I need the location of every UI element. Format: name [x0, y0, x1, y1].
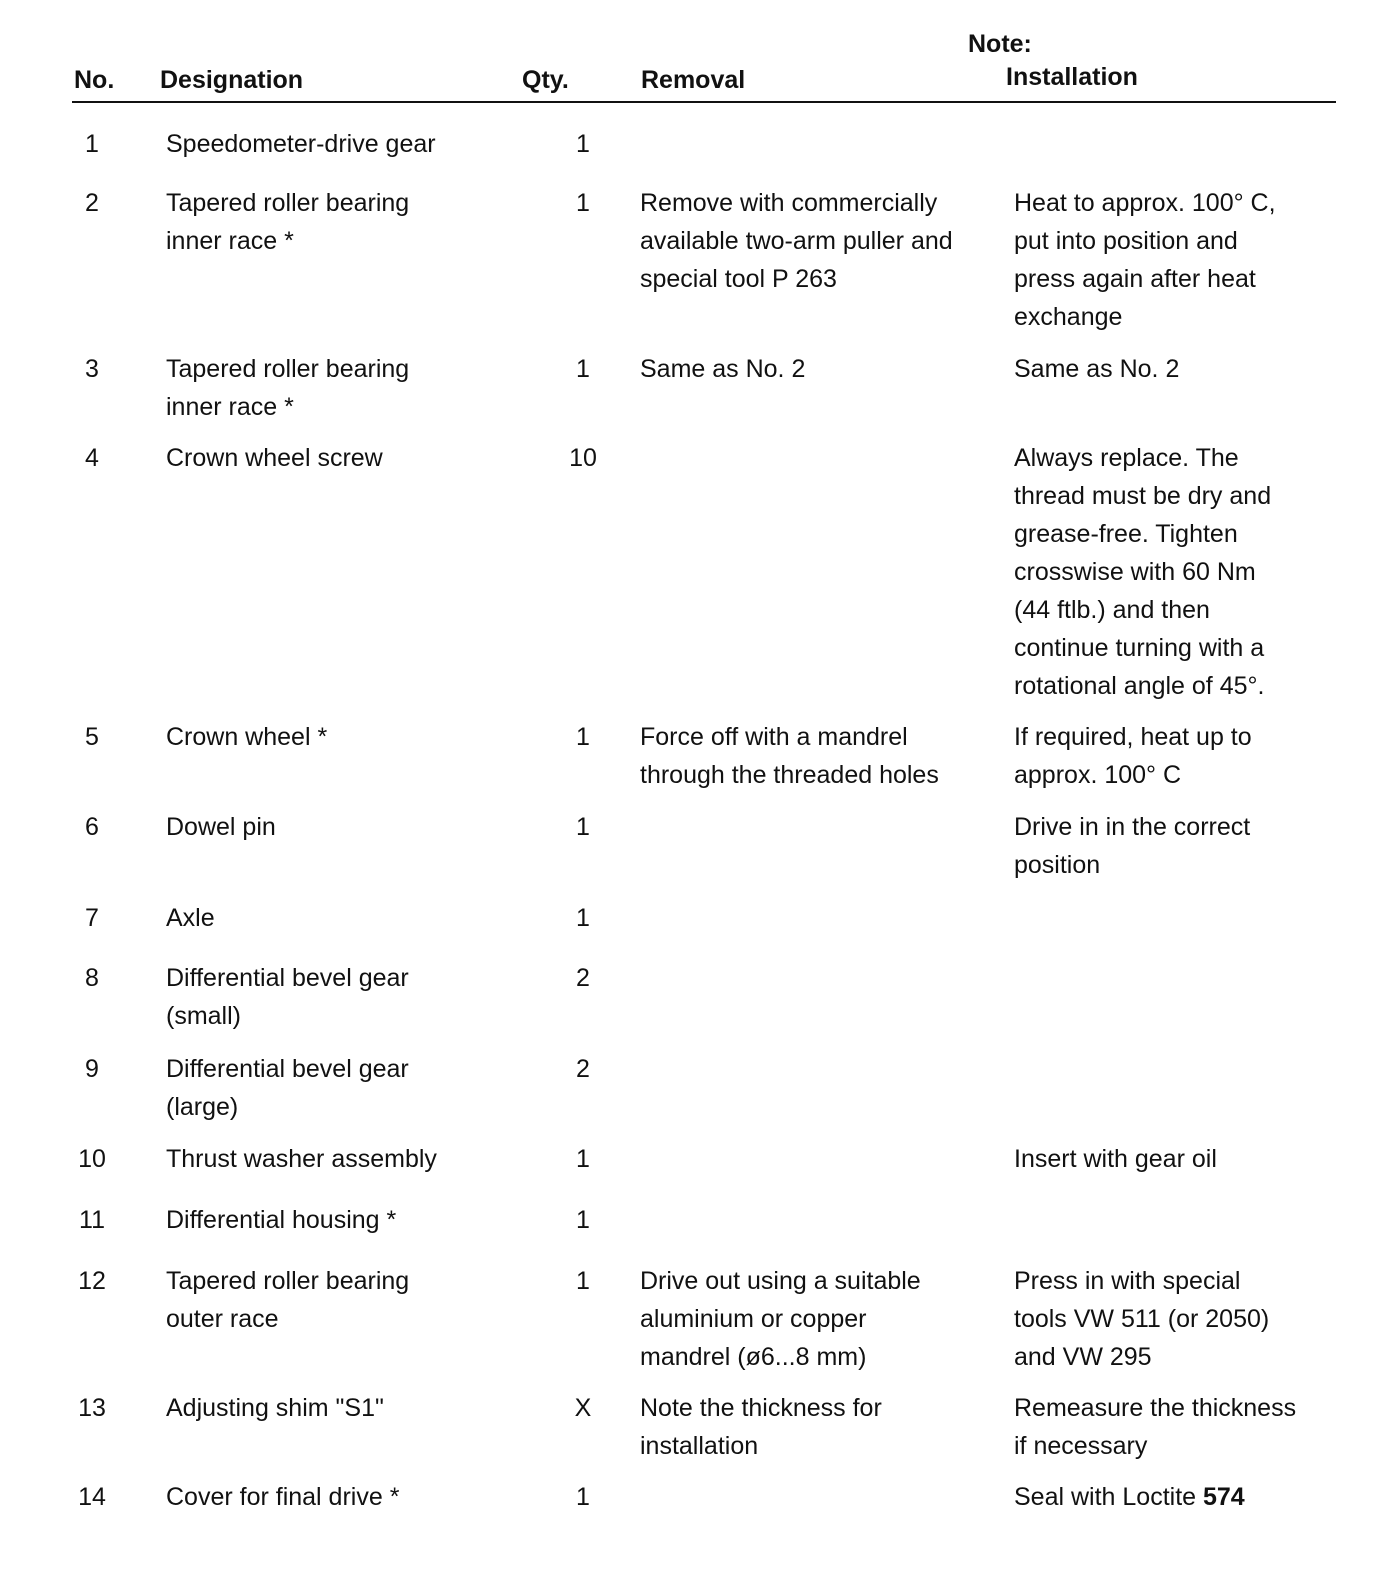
row-quantity: 1: [576, 355, 590, 383]
row-quantity: 1: [576, 904, 590, 932]
header-designation: Designation: [160, 66, 304, 94]
row-designation: Speedometer-drive gear: [166, 130, 436, 158]
row-number: 14: [78, 1483, 106, 1511]
row-number: 4: [85, 444, 99, 472]
row-installation: Press in with special tools VW 511 (or 2050) and VW 295: [1014, 1267, 1270, 1371]
row-quantity: 1: [576, 1483, 590, 1511]
row-installation: If required, heat up to approx. 100° C: [1014, 723, 1252, 789]
header-qty: Qty.: [522, 66, 569, 94]
row-installation: Drive in in the correct position: [1014, 813, 1251, 879]
row-designation: Tapered roller bearing outer race: [166, 1267, 410, 1333]
row-designation: Axle: [166, 904, 215, 932]
row-quantity: 10: [569, 444, 597, 472]
header-rule: [72, 101, 1336, 103]
row-quantity: 2: [576, 1055, 590, 1083]
row-installation: Remeasure the thickness if necessary: [1014, 1394, 1297, 1460]
row-number: 7: [85, 904, 99, 932]
row-quantity: 1: [576, 1206, 590, 1234]
row-removal: Remove with commercially available two-arm puller and special tool P 263: [640, 189, 953, 293]
row-number: 8: [85, 964, 99, 992]
table-header: [0, 0, 1376, 110]
row-installation: Heat to approx. 100° C, put into position and press again after heat exchange: [1014, 189, 1276, 331]
row-designation: Differential bevel gear (large): [166, 1055, 409, 1121]
header-no: No.: [74, 66, 115, 94]
header-note: Note:: [968, 30, 1032, 58]
row-installation: [1014, 1478, 1350, 1516]
row-designation: Tapered roller bearing inner race *: [166, 355, 410, 421]
row-designation: Crown wheel *: [166, 723, 328, 751]
row-designation: Dowel pin: [166, 813, 276, 841]
row-number: 3: [85, 355, 99, 383]
row-number: 5: [85, 723, 99, 751]
row-removal: Same as No. 2: [640, 355, 806, 383]
row-number: 2: [85, 189, 99, 217]
row-number: 13: [78, 1394, 106, 1422]
row-installation: Always replace. The thread must be dry and grease-free. Tighten crosswise with 60 Nm (44 ftlb.) and then continue turning with a rotational angle of 45°.: [1014, 444, 1272, 700]
row-removal: Drive out using a suitable aluminium or copper mandrel (ø6...8 mm): [640, 1267, 921, 1371]
row-quantity: 1: [576, 813, 590, 841]
header-installation: Installation: [1006, 63, 1138, 91]
row-designation: Differential bevel gear (small): [166, 964, 409, 1030]
row-quantity: 1: [576, 723, 590, 751]
row-quantity: 1: [576, 130, 590, 158]
header-removal: Removal: [641, 66, 746, 94]
row-removal: Note the thickness for installation: [640, 1394, 882, 1460]
row-removal: Force off with a mandrel through the threaded holes: [640, 723, 939, 789]
row-number: 9: [85, 1055, 99, 1083]
row-number: 12: [78, 1267, 106, 1295]
row-designation: Cover for final drive *: [166, 1483, 400, 1511]
row-quantity: 2: [576, 964, 590, 992]
loctite-number: 574: [1203, 1483, 1245, 1511]
row-designation: Thrust washer assembly: [166, 1145, 437, 1173]
row-number: 11: [79, 1206, 105, 1234]
row-designation: Adjusting shim "S1": [166, 1394, 384, 1422]
row-designation: Differential housing *: [166, 1206, 397, 1234]
row-installation: Same as No. 2: [1014, 355, 1180, 383]
row-number: 1: [85, 130, 99, 158]
row-installation: Insert with gear oil: [1014, 1145, 1217, 1173]
installation-text: Seal with Loctite: [1014, 1483, 1203, 1511]
row-quantity: 1: [576, 1145, 590, 1173]
row-designation: Tapered roller bearing inner race *: [166, 189, 410, 255]
row-quantity: 1: [576, 1267, 590, 1295]
row-quantity: 1: [576, 189, 590, 217]
row-quantity: X: [574, 1394, 592, 1422]
row-designation: Crown wheel screw: [166, 444, 383, 472]
row-number: 6: [85, 813, 99, 841]
row-number: 10: [78, 1145, 106, 1173]
